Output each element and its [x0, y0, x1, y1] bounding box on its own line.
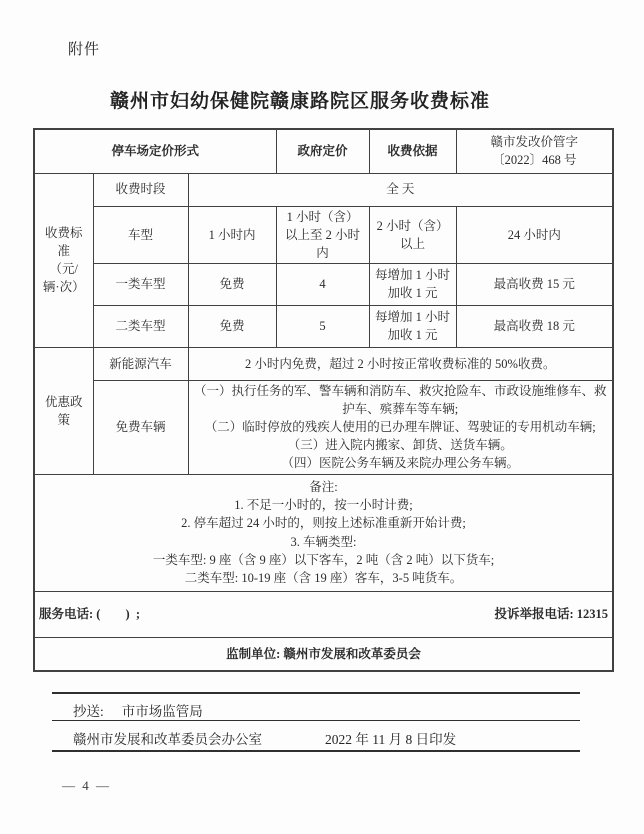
- cell-time-period-label: 收费时段: [93, 173, 188, 206]
- table-row-supervisor: [34, 637, 613, 671]
- cell-col-1h-to-2h: 1 小时（含）以上至 2 小时内: [276, 206, 369, 263]
- table-row-time-period: [34, 173, 613, 206]
- cell-free-vehicles-list: （一）执行任务的军、警车辆和消防车、救灾抢险车、市政设施维修车、救护车、殡葬车等车辆; （二）临时停放的残疾人使用的已办理车牌证、驾驶证的专用机动车辆; （三）进入院内搬家、卸货、送货车辆。 （四）医院公务车辆及来院办理公务车辆。: [188, 380, 613, 474]
- cell-remarks: 备注: 1. 不足一小时的，按一小时计费; 2. 停车超过 24 小时的，则按上述标准重新开始计费; 3. 车辆类型: 一类车型: 9 座（含 9 座）以下客车，2 吨（含 2 吨）以下货车; 二类车型: 10-19 座（含 19 座）客车，3-5 吨货车。: [34, 474, 613, 591]
- cell-col-vehicle-type: 车型: [93, 206, 188, 263]
- cell-pricing-form-label: 停车场定价形式: [34, 129, 276, 173]
- table-row-columns: [34, 206, 613, 263]
- cell-time-period-value: 全 天: [188, 173, 613, 206]
- cell-basis-label: 收费依据: [369, 129, 456, 173]
- cell-class2-within-24h: 最高收费 18 元: [456, 305, 613, 347]
- cell-class2-type: 二类车型: [93, 305, 188, 347]
- table-row-class1: [34, 263, 613, 305]
- cell-col-over-2h: 2 小时（含）以上: [369, 206, 456, 263]
- footer-rule-bottom: [52, 750, 580, 752]
- table-row-remarks: [34, 474, 613, 591]
- cell-class1-1h-to-2h: 4: [276, 263, 369, 305]
- cc-value: 市市场监管局: [121, 704, 203, 719]
- footer-rule-middle: [52, 720, 580, 721]
- table-row-free-vehicles: [34, 380, 613, 474]
- cc-label: 抄送:: [73, 704, 104, 719]
- parking-fee-table: [33, 128, 614, 672]
- issuer-office: 赣州市发展和改革委员会办公室: [73, 732, 262, 747]
- cell-class2-within-1h: 免费: [188, 305, 276, 347]
- table-row-class2: [34, 305, 613, 347]
- service-phone: 服务电话: ( ) ;: [39, 606, 141, 621]
- cell-pricing-type: 政府定价: [276, 129, 369, 173]
- cell-col-within-1h: 1 小时内: [188, 206, 276, 263]
- cell-class1-type: 一类车型: [93, 263, 188, 305]
- supervisor-unit: 监制单位: 赣州市发展和改革委员会: [34, 637, 613, 671]
- cell-discount-label: 优惠政策: [34, 347, 93, 474]
- cell-class2-over-2h: 每增加 1 小时加收 1 元: [369, 305, 456, 347]
- cc-row: [73, 700, 203, 720]
- cell-class1-over-2h: 每增加 1 小时加收 1 元: [369, 263, 456, 305]
- complaint-phone: 投诉举报电话: 12315: [494, 606, 609, 621]
- cell-basis-value: 赣市发改价管字 〔2022〕468 号: [456, 129, 613, 173]
- footer-rule-top: [52, 692, 580, 694]
- table-row-new-energy: [34, 347, 613, 380]
- cell-fee-standard-label: 收费标准 （元/ 辆·次）: [34, 173, 93, 347]
- cell-new-energy-label: 新能源汽车: [93, 347, 188, 380]
- cell-new-energy-policy: 2 小时内免费，超过 2 小时按正常收费标准的 50%收费。: [188, 347, 613, 380]
- cell-class1-within-1h: 免费: [188, 263, 276, 305]
- issue-row: [73, 728, 580, 748]
- issue-date: 2022 年 11 月 8 日印发: [325, 732, 457, 747]
- cell-class1-within-24h: 最高收费 15 元: [456, 263, 613, 305]
- cell-class2-1h-to-2h: 5: [276, 305, 369, 347]
- cell-col-within-24h: 24 小时内: [456, 206, 613, 263]
- table-row-phones: [34, 591, 613, 637]
- table-row-header: [34, 129, 613, 173]
- page-title: 赣州市妇幼保健院赣康路院区服务收费标准: [109, 91, 490, 112]
- cell-phones: [34, 591, 613, 637]
- cell-free-vehicles-label: 免费车辆: [93, 380, 188, 474]
- attachment-label: 附件: [68, 42, 101, 58]
- page-number: — 4 —: [62, 778, 111, 793]
